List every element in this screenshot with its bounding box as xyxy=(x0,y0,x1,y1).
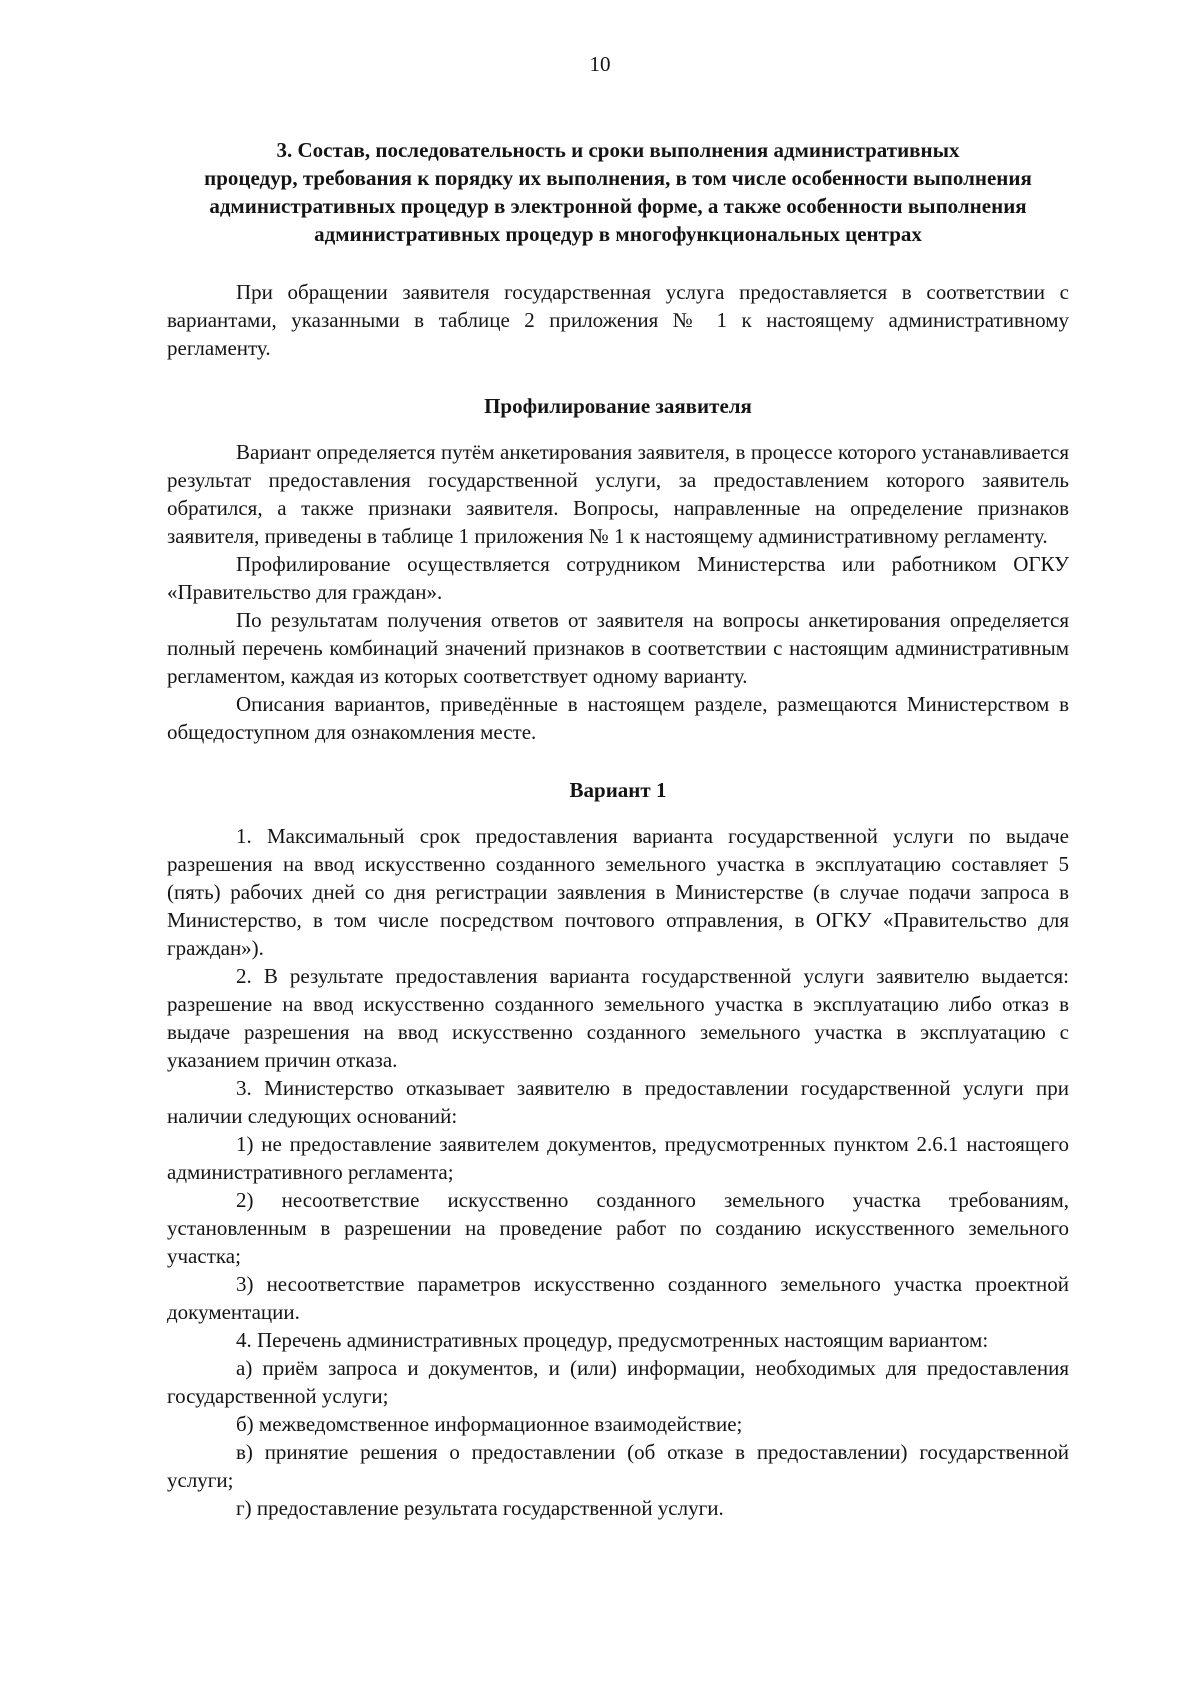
section-title xyxy=(167,136,1069,248)
variant-title: Вариант 1 xyxy=(569,778,667,802)
variant-paragraph: 3) несоответствие параметров искусственно созданного земельного участка проектной документации. xyxy=(167,1272,1069,1324)
section-title-line: административных процедур в многофункциональных центрах xyxy=(314,222,922,246)
variant-paragraph: 2. В результате предоставления варианта государственной услуги заявителю выдается: разрешение на ввод искусственно созданного земельного участка в эксплуатацию либо отказ в выдаче разрешения на ввод искусственно созданного земельного участка в эксплуатацию с указанием причин отказа. xyxy=(167,964,1069,1072)
profiling-title: Профилирование заявителя xyxy=(484,394,752,418)
variant-paragraph: а) приём запроса и документов, и (или) информации, необходимых для предоставления государственной услуги; xyxy=(167,1356,1069,1408)
profiling-paragraph: По результатам получения ответов от заявителя на вопросы анкетирования определяется полный перечень комбинаций значений признаков в соответствии с настоящим административным регламентом, каждая из которых соответствует одному варианту. xyxy=(167,608,1069,688)
section-title-line: процедур, требования к порядку их выполнения, в том числе особенности выполнения xyxy=(204,166,1032,190)
profiling-paragraph: Вариант определяется путём анкетирования заявителя, в процессе которого устанавливается результат предоставления государственной услуги, за предоставлением которого заявитель обратился, а также признаки заявителя. Вопросы, направленные на определение признаков заявителя, приведены в таблице 1 приложения № 1 к настоящему административному регламенту. xyxy=(167,440,1069,548)
variant-paragraph: г) предоставление результата государственной услуги. xyxy=(236,1496,724,1520)
profiling-paragraph: Профилирование осуществляется сотрудником Министерства или работником ОГКУ «Правительство для граждан». xyxy=(167,552,1069,604)
variant-paragraph: 2) несоответствие искусственно созданного земельного участка требованиям, установленным в разрешении на проведение работ по созданию искусственного земельного участка; xyxy=(167,1188,1069,1268)
section-title-line: административных процедур в электронной форме, а также особенности выполнения xyxy=(209,194,1027,218)
page-number: 10 xyxy=(589,52,611,76)
variant-paragraph: б) межведомственное информационное взаимодействие; xyxy=(236,1412,743,1436)
section-title-line: 3. Состав, последовательность и сроки выполнения административных xyxy=(276,138,960,162)
variant-paragraph: в) принятие решения о предоставлении (об отказе в предоставлении) государственной услуги; xyxy=(167,1440,1069,1492)
variant-paragraph: 1) не предоставление заявителем документов, предусмотренных пунктом 2.6.1 настоящего административного регламента; xyxy=(167,1132,1069,1184)
page-content xyxy=(167,136,1069,1522)
profiling-paragraph: Описания вариантов, приведённые в настоящем разделе, размещаются Министерством в общедоступном для ознакомления месте. xyxy=(167,692,1069,744)
variant-paragraph: 1. Максимальный срок предоставления варианта государственной услуги по выдаче разрешения на ввод искусственно созданного земельного участка в эксплуатацию составляет 5 (пять) рабочих дней со дня регистрации заявления в Министерстве (в случае подачи запроса в Министерство, в том числе посредством почтового отправления, в ОГКУ «Правительство для граждан»). xyxy=(167,824,1069,960)
variant-paragraph: 3. Министерство отказывает заявителю в предоставлении государственной услуги при наличии следующих оснований: xyxy=(167,1076,1069,1128)
variant-paragraph: 4. Перечень административных процедур, предусмотренных настоящим вариантом: xyxy=(236,1328,989,1352)
intro-paragraph: При обращении заявителя государственная услуга предоставляется в соответствии с вариантами, указанными в таблице 2 приложения № 1 к настоящему административному регламенту. xyxy=(167,280,1069,360)
